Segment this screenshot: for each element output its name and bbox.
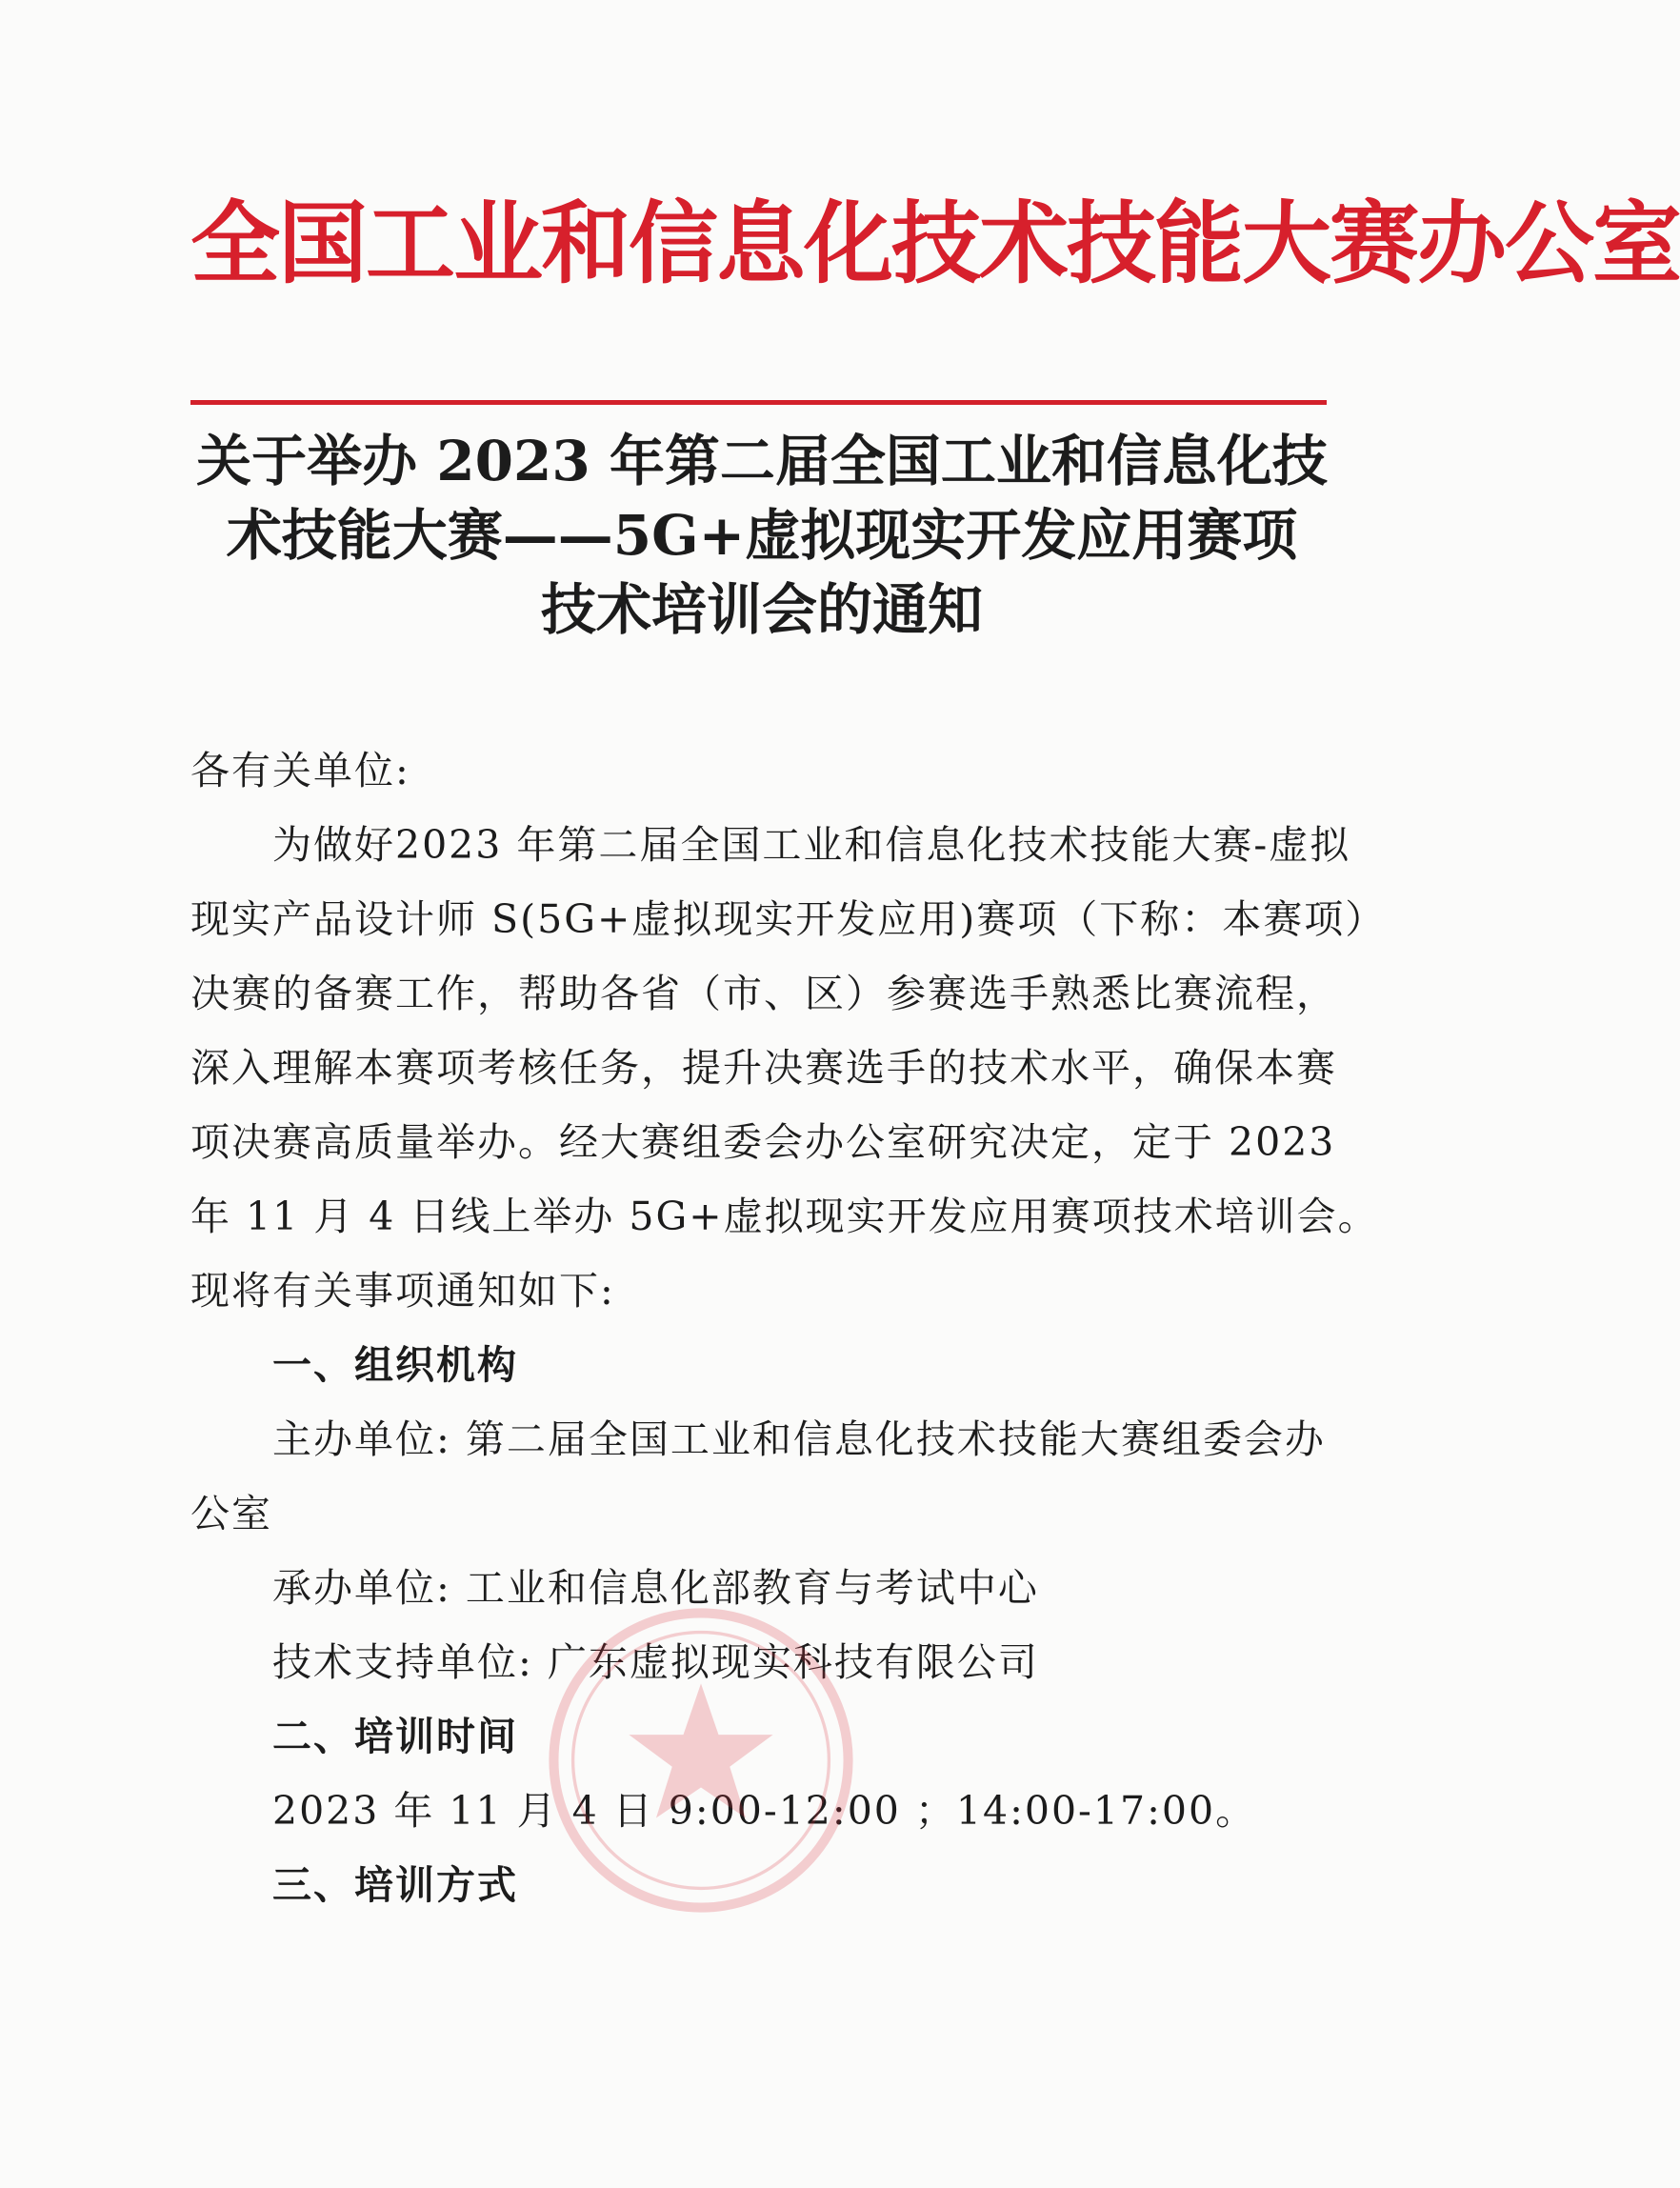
technical-support-unit: 技术支持单位: 广东虚拟现实科技有限公司: [272, 1639, 1039, 1685]
notice-title-line-1: 关于举办 2023 年第二届全国工业和信息化技: [196, 429, 1328, 493]
notice-title: [171, 424, 1352, 647]
notice-title-line-3: 技术培训会的通知: [540, 577, 983, 642]
paragraph-line: 现实产品设计师 S(5G+虚拟现实开发应用)赛项（下称：本赛项）: [190, 896, 1387, 942]
training-time: 2023 年 11 月 4 日 9:00-12:00 ；14:00-17:00。: [272, 1788, 1257, 1834]
paragraph-line: 深入理解本赛项考核任务，提升决赛选手的技术水平，确保本赛: [190, 1045, 1337, 1091]
issuing-office-title: 全国工业和信息化技术技能大赛办公室: [190, 191, 1680, 296]
paragraph-line: 决赛的备赛工作，帮助各省（市、区）参赛选手熟悉比赛流程，: [190, 971, 1337, 1016]
notice-title-line-2: 术技能大赛——5G+虚拟现实开发应用赛项: [226, 503, 1298, 568]
section-heading-training-time: 二、培训时间: [272, 1714, 518, 1759]
organizer-unit: 承办单位: 工业和信息化部教育与考试中心: [272, 1565, 1039, 1611]
paragraph-line: 为做好2023 年第二届全国工业和信息化技术技能大赛-虚拟: [272, 822, 1351, 868]
seal-star-icon: [629, 1683, 772, 1817]
section-heading-training-method: 三、培训方式: [272, 1862, 518, 1908]
section-heading-organization: 一、组织机构: [272, 1342, 518, 1388]
salutation: 各有关单位:: [190, 748, 410, 793]
paragraph-line: 项决赛高质量举办。经大赛组委会办公室研究决定，定于 2023: [190, 1119, 1336, 1165]
host-unit-line-2: 公室: [190, 1491, 272, 1536]
host-unit-line-1: 主办单位: 第二届全国工业和信息化技术技能大赛组委会办: [272, 1416, 1326, 1462]
paragraph-line: 现将有关事项通知如下:: [190, 1268, 615, 1314]
paragraph-line: 年 11 月 4 日线上举办 5G+虚拟现实开发应用赛项技术培训会。: [190, 1194, 1379, 1239]
official-seal-stamp: [541, 1600, 861, 1920]
red-divider-rule: [190, 400, 1327, 405]
